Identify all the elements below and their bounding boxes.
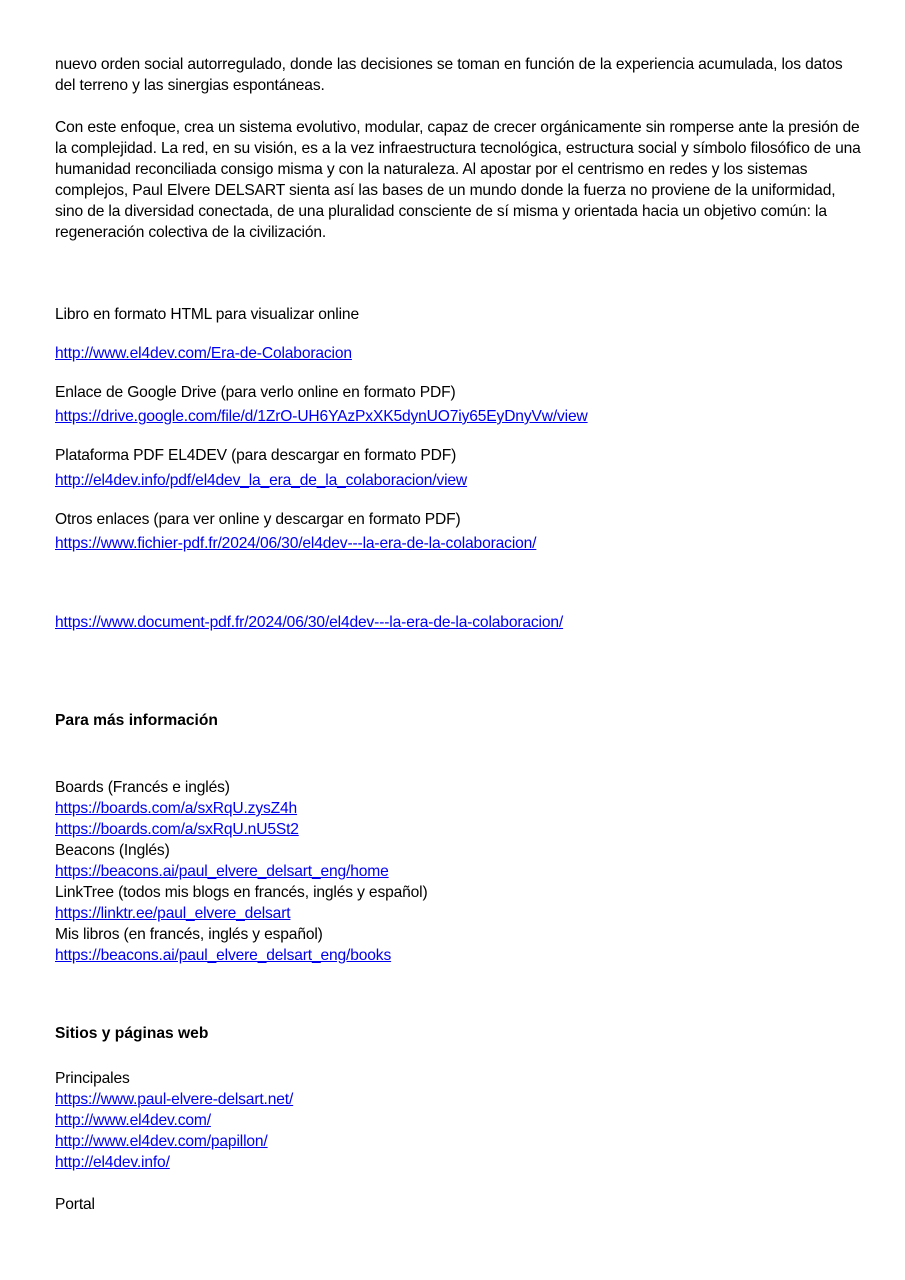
paragraph-line: regeneración colectiva de la civilización. bbox=[55, 224, 327, 241]
books-link[interactable]: https://beacons.ai/paul_elvere_delsart_eng/books bbox=[55, 947, 392, 964]
paragraph-line: del terreno y las sinergias espontáneas. bbox=[55, 77, 325, 94]
drive-link[interactable]: https://drive.google.com/file/d/1ZrO-UH6YAzPxXK5dynUO7iy65EyDnyVw/view bbox=[55, 408, 588, 425]
platform-link[interactable]: http://el4dev.info/pdf/el4dev_la_era_de_la_colaboracion/view bbox=[55, 472, 468, 489]
more-info-heading: Para más información bbox=[55, 712, 218, 729]
linktree-link[interactable]: https://linktr.ee/paul_elvere_delsart bbox=[55, 905, 291, 922]
linktree-label: LinkTree (todos mis blogs en francés, inglés y español) bbox=[55, 884, 428, 901]
paragraph-line: Con este enfoque, crea un sistema evolutivo, modular, capaz de crecer orgánicamente sin romperse ante la presión de bbox=[55, 119, 860, 136]
website-link[interactable]: http://www.el4dev.com/ bbox=[55, 1112, 211, 1129]
paragraph-line: sino de la diversidad conectada, de una pluralidad consciente de sí misma y orientada hacia un objetivo común: la bbox=[55, 203, 827, 220]
other-links-label: Otros enlaces (para ver online y descargar en formato PDF) bbox=[55, 511, 461, 528]
platform-label: Plataforma PDF EL4DEV (para descargar en formato PDF) bbox=[55, 447, 457, 464]
drive-label: Enlace de Google Drive (para verlo online en formato PDF) bbox=[55, 384, 456, 401]
website-link[interactable]: http://el4dev.info/ bbox=[55, 1154, 170, 1171]
boards-link-1[interactable]: https://boards.com/a/sxRqU.zysZ4h bbox=[55, 800, 298, 817]
intro-paragraph-2 bbox=[55, 117, 861, 243]
paragraph-line: la complejidad. La red, en su visión, es a la vez infraestructura tecnológica, estructura social y símbolo filosófico de una bbox=[55, 140, 861, 157]
document-pdf-link[interactable]: https://www.document-pdf.fr/2024/06/30/el4dev---la-era-de-la-colaboracion/ bbox=[55, 614, 564, 631]
books-label: Mis libros (en francés, inglés y español) bbox=[55, 926, 323, 943]
intro-paragraph-1 bbox=[55, 54, 843, 96]
paragraph-line: nuevo orden social autorregulado, donde las decisiones se toman en función de la experiencia acumulada, los datos bbox=[55, 56, 843, 73]
html-book-link[interactable]: http://www.el4dev.com/Era-de-Colaboracion bbox=[55, 345, 352, 362]
html-book-label: Libro en formato HTML para visualizar online bbox=[55, 306, 359, 323]
portal-label: Portal bbox=[55, 1196, 95, 1213]
paragraph-line: complejos, Paul Elvere DELSART sienta así las bases de un mundo donde la fuerza no proviene de la uniformidad, bbox=[55, 182, 836, 199]
beacons-link[interactable]: https://beacons.ai/paul_elvere_delsart_eng/home bbox=[55, 863, 389, 880]
website-link[interactable]: https://www.paul-elvere-delsart.net/ bbox=[55, 1091, 294, 1108]
paragraph-line: humanidad reconciliada consigo misma y con la naturaleza. Al apostar por el centrismo en redes y los sistemas bbox=[55, 161, 808, 178]
fichier-pdf-link[interactable]: https://www.fichier-pdf.fr/2024/06/30/el4dev---la-era-de-la-colaboracion/ bbox=[55, 535, 537, 552]
website-link[interactable]: http://www.el4dev.com/papillon/ bbox=[55, 1133, 268, 1150]
boards-link-2[interactable]: https://boards.com/a/sxRqU.nU5St2 bbox=[55, 821, 299, 838]
boards-label: Boards (Francés e inglés) bbox=[55, 779, 230, 796]
websites-heading: Sitios y páginas web bbox=[55, 1025, 209, 1042]
main-sites-label: Principales bbox=[55, 1070, 130, 1087]
beacons-label: Beacons (Inglés) bbox=[55, 842, 170, 859]
